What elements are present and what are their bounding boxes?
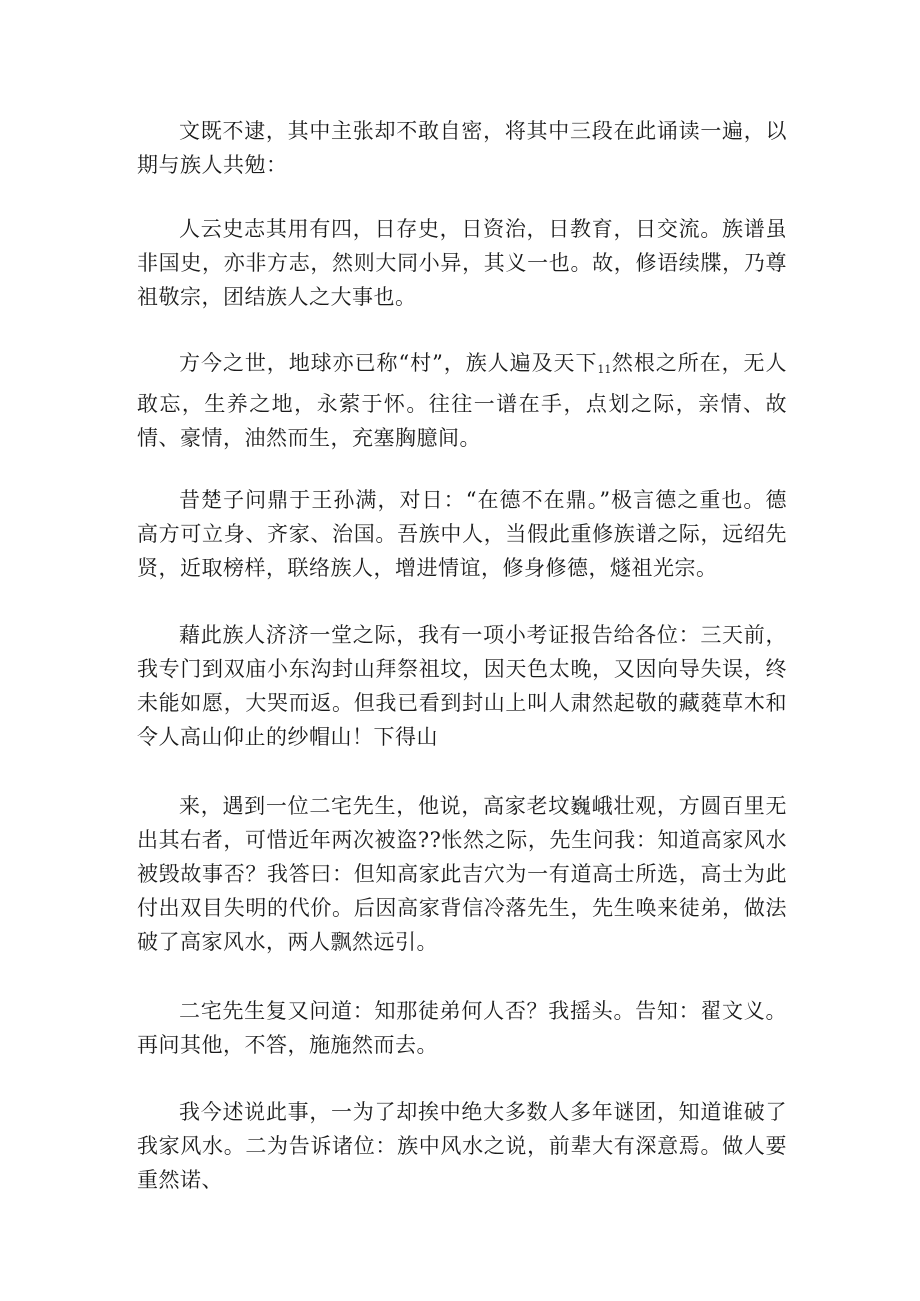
paragraph-6: 来，遇到一位二宅先生，他说，高家老坟巍峨壮观，方圆百里无出其右者，可惜近年两次被盗??怅然之际，先生问我：知道高家风水被毁故事否？我答曰：但知高家此吉穴为一有道高士所选，高士为此付出双目失明的代价。后因高家背信冷落先生，先生唤来徒弟，做法破了高家风水，两人飘然远引。 — [137, 794, 787, 954]
paragraph-3-part-2: 然根之所在，无人敢忘，生养之地，永萦于怀。往往一谱在手，点划之际，亲情、故情、豪情，油然而生，充塞胸臆间。 — [137, 351, 787, 450]
paragraph-7: 二宅先生复又问道：知那徒弟何人否？我摇头。告知：翟文义。再问其他，不答，施施然而去。 — [137, 999, 787, 1057]
footnote-marker: 11 — [597, 363, 612, 376]
paragraph-1: 文既不逮，其中主张却不敢自密，将其中三段在此诵读一遍，以期与族人共勉： — [137, 119, 787, 177]
paragraph-8: 我今述说此事，一为了却挨中绝大多数人多年谜团，知道谁破了我家风水。二为告诉诸位：族中风水之说，前辈大有深意焉。做人要重然诺、 — [137, 1100, 787, 1192]
paragraph-3-part-1: 方今之世，地球亦已称“村”，族人遍及天下 — [179, 351, 598, 375]
paragraph-3 — [137, 346, 787, 455]
paragraph-2: 人云史志其用有四，日存史，日资治，日教育，日交流。族谱虽非国史，亦非方志，然则大同小异，其义一也。故，修语续牒，乃尊祖敬宗，团结族人之大事也。 — [137, 217, 787, 309]
paragraph-5: 藉此族人济济一堂之际，我有一项小考证报告给各位：三天前，我专门到双庙小东沟封山拜祭祖坟，因天色太晚，又因向导失误，终未能如愿，大哭而返。但我已看到封山上叫人肃然起敬的藏蕤草木和令人高山仰止的纱帽山！下得山 — [137, 623, 787, 749]
paragraph-4: 昔楚子问鼎于王孙满，对日：“在德不在鼎。”极言德之重也。德高方可立身、齐家、治国。吾族中人，当假此重修族谱之际，远绍先贤，近取榜样，联络族人，增进情谊，修身修德，燧祖光宗。 — [137, 488, 787, 580]
